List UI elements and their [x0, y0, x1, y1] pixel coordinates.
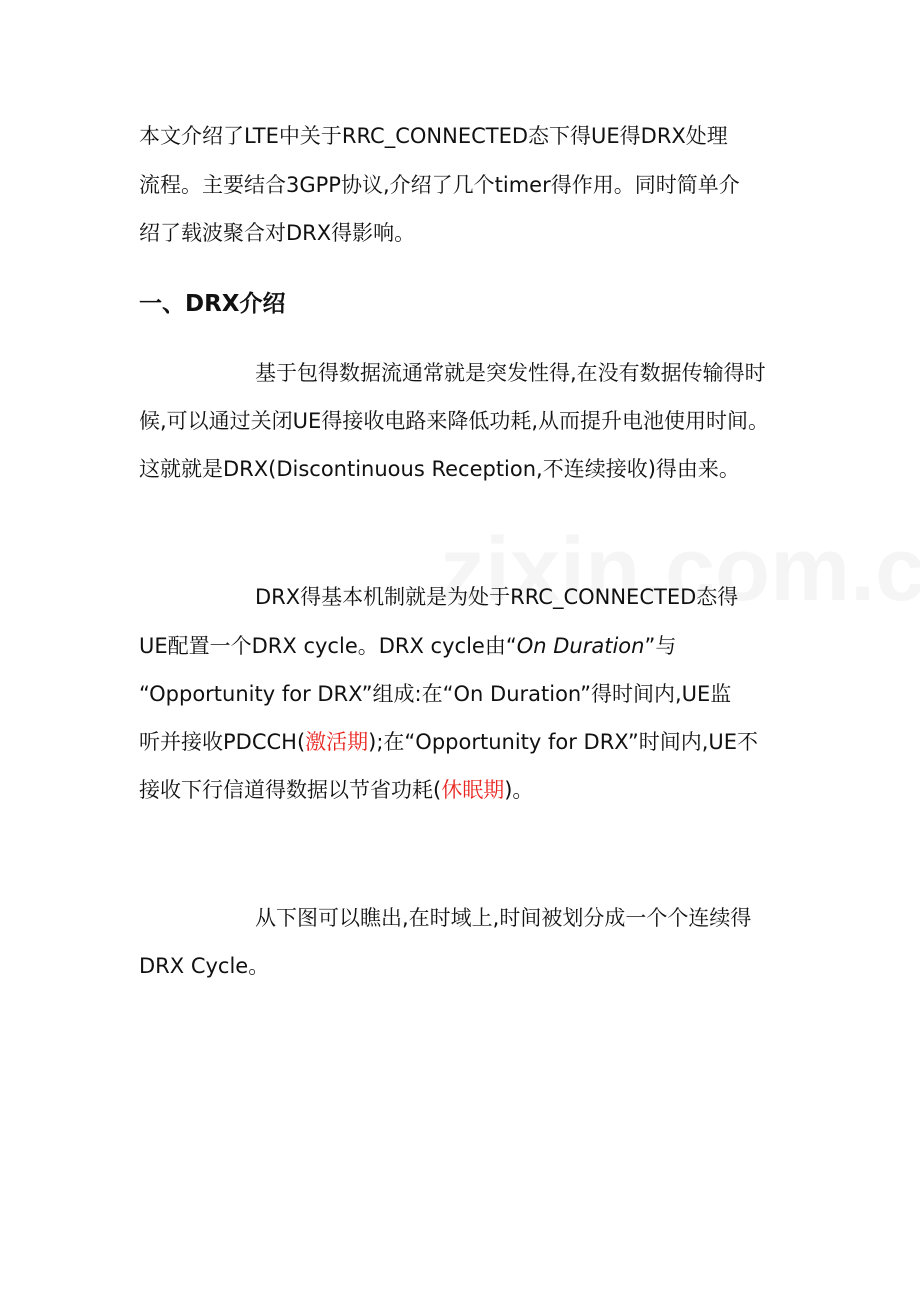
sleep-period-highlight: 休眠期 — [441, 778, 505, 802]
para2-line-4-end: );在“Opportunity for DRX”时间内,UE不 — [368, 730, 759, 754]
para2-line-5 — [139, 776, 533, 804]
para3-line-2: DRX Cycle。 — [139, 954, 270, 978]
para2-line-4 — [139, 728, 758, 756]
para2-line-5-start: 接收下行信道得数据以节省功耗( — [139, 778, 442, 802]
para2-line-1: DRX得基本机制就是为处于RRC_CONNECTED态得 — [255, 585, 739, 609]
intro-line-3: 绍了载波聚合对DRX得影响。 — [139, 221, 416, 245]
para1-line-1: 基于包得数据流通常就是突发性得,在没有数据传输得时 — [255, 361, 766, 385]
para2-line-4-start: 听并接收PDCCH( — [139, 730, 306, 754]
on-duration-term: On Duration — [516, 634, 645, 658]
section-heading: 一、DRX介绍 — [139, 291, 286, 317]
para2-line-3: “Opportunity for DRX”组成:在“On Duration”得时间内,UE监 — [139, 682, 732, 706]
intro-line-1: 本文介绍了LTE中关于RRC_CONNECTED态下得UE得DRX处理 — [139, 124, 728, 148]
para2-line-2-end: ”与 — [644, 634, 677, 658]
para1-line-3: 这就就是DRX(Discontinuous Reception,不连续接收)得由来。 — [139, 457, 740, 481]
para2-line-5-end: )。 — [504, 778, 534, 802]
para2-line-2-start: UE配置一个DRX cycle。DRX cycle由“ — [139, 634, 517, 658]
intro-line-2: 流程。主要结合3GPP协议,介绍了几个timer得作用。同时简单介 — [139, 173, 740, 197]
para3-line-1: 从下图可以瞧出,在时域上,时间被划分成一个个连续得 — [255, 906, 752, 930]
active-period-highlight: 激活期 — [305, 730, 369, 754]
para2-line-2 — [139, 632, 676, 660]
para1-line-2: 候,可以通过关闭UE得接收电路来降低功耗,从而提升电池使用时间。 — [139, 409, 769, 433]
